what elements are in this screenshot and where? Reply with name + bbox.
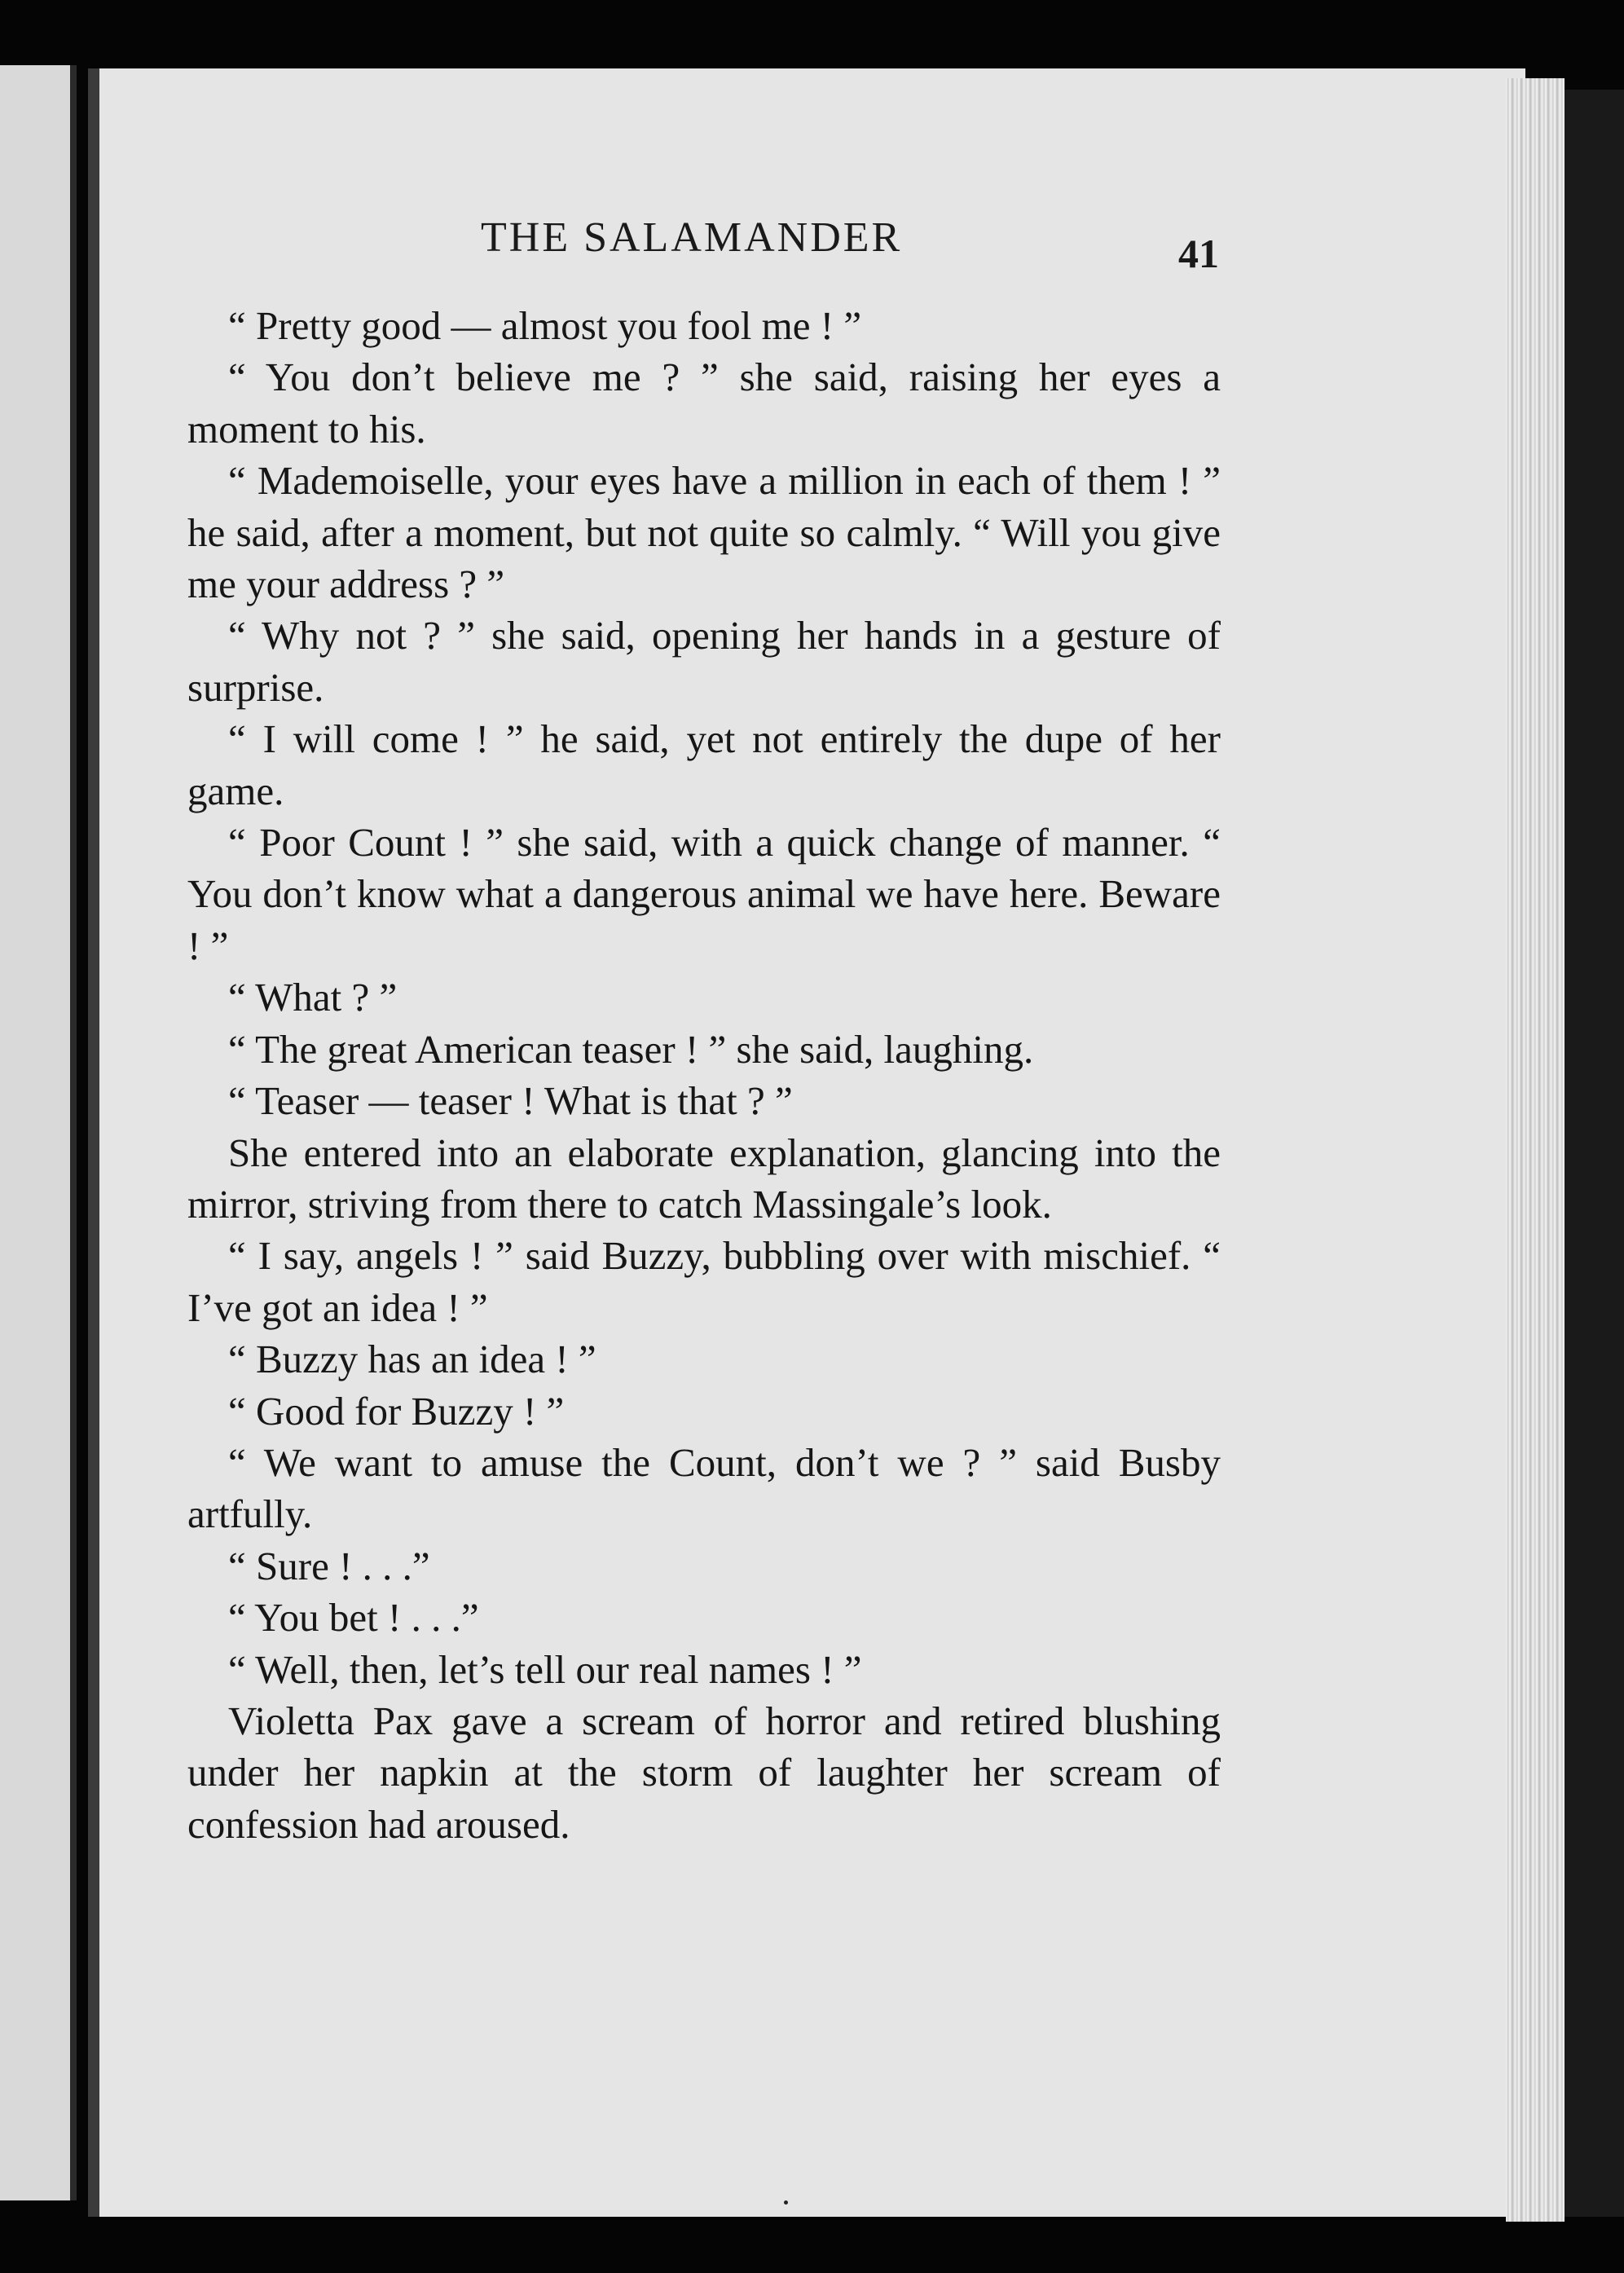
paragraph: “ Well, then, let’s tell our real names ! ” [228, 1646, 862, 1692]
paragraph: “ Teaser — teaser ! What is that ? ” [228, 1078, 793, 1124]
book-edge-shadow [1565, 90, 1624, 2217]
page-number: 41 [1178, 231, 1219, 276]
paragraph: “ You bet ! . . .” [228, 1595, 479, 1641]
scan-speck [784, 2200, 788, 2205]
paragraph: “ Mademoiselle, your eyes have a million in each of them ! ” he said, after a moment, but not quite so calmly. “ Will you give me your address ? ” [187, 458, 1221, 607]
paragraph: “ What ? ” [228, 975, 398, 1020]
running-head: THE SALAMANDER [481, 214, 903, 261]
paragraph: Violetta Pax gave a scream of horror and retired blushing under her napkin at the storm of laughter her scream of confession had aroused. [187, 1698, 1221, 1847]
paragraph: She entered into an elaborate explanation, glancing into the mirror, striving from there to catch Massingale’s look. [187, 1130, 1221, 1227]
paragraph: “ Poor Count ! ” she said, with a quick change of manner. “ You don’t know what a dangerous animal we have here. Beware ! ” [187, 820, 1221, 968]
paragraph: “ You don’t believe me ? ” she said, raising her eyes a moment to his. [187, 355, 1221, 452]
paragraph: “ I say, angels ! ” said Buzzy, bubbling over with mischief. “ I’ve got an idea ! ” [187, 1233, 1221, 1330]
paragraph: “ Sure ! . . .” [228, 1543, 430, 1588]
previous-page-edge [0, 65, 77, 2200]
paragraph: “ The great American teaser ! ” she said, laughing. [228, 1026, 1034, 1072]
paragraph: “ Why not ? ” she said, opening her hands in a gesture of surprise. [187, 613, 1221, 710]
paragraph: “ Good for Buzzy ! ” [228, 1388, 565, 1434]
page-fore-edge [1506, 78, 1565, 2222]
body-text [187, 300, 1221, 1850]
paragraph: “ Buzzy has an idea ! ” [228, 1337, 596, 1382]
paragraph: “ I will come ! ” he said, yet not entirely the dupe of her game. [187, 716, 1221, 813]
paragraph: “ We want to amuse the Count, don’t we ? ” said Busby artfully. [187, 1439, 1221, 1537]
paragraph: “ Pretty good — almost you fool me ! ” [228, 303, 862, 348]
